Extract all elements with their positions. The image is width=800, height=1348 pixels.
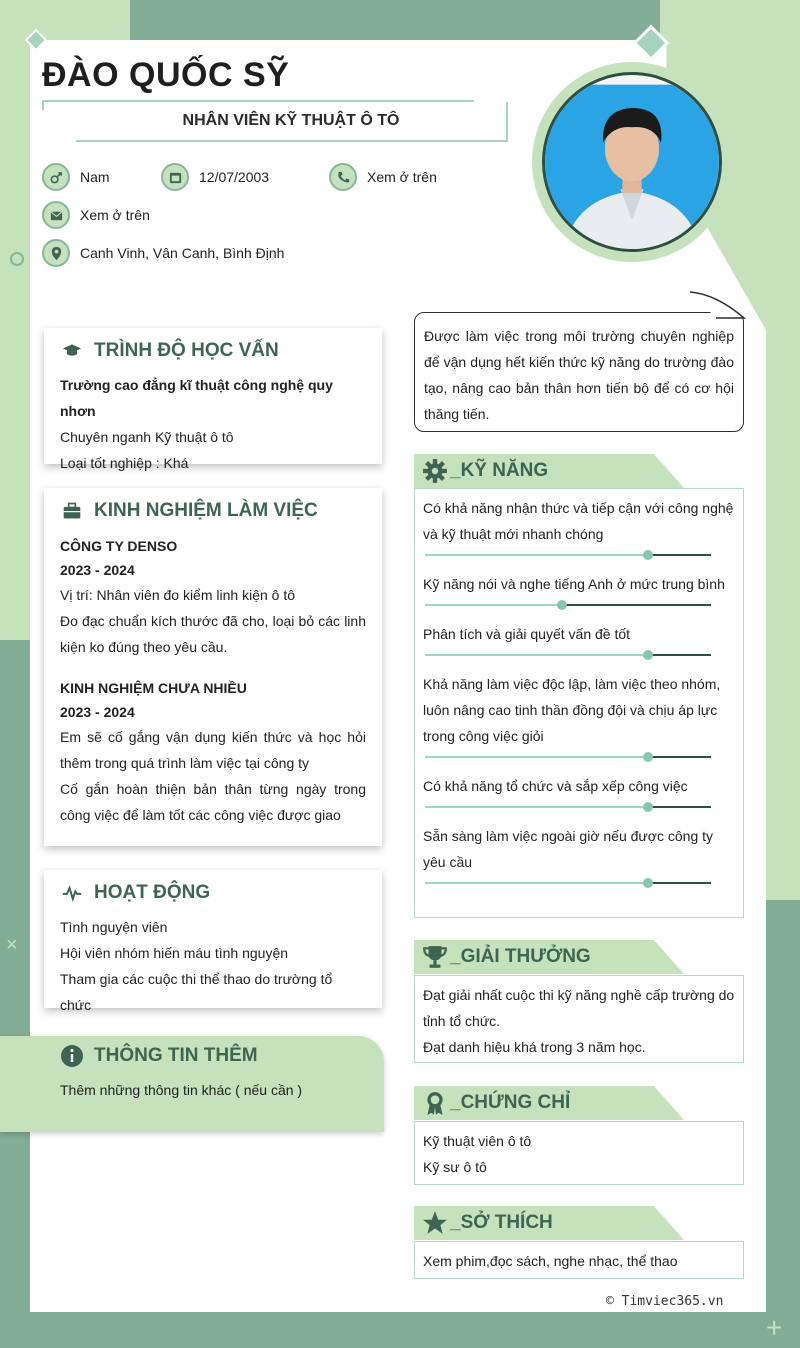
awards-heading-text: _GIẢI THƯỞNG — [450, 946, 591, 967]
speech-tail — [686, 290, 746, 320]
job-line: Vị trí: Nhân viên đo kiểm linh kiện ô tô — [60, 587, 296, 603]
hobbies-header — [414, 1206, 744, 1240]
candidate-name: ĐÀO QUỐC SỸ — [42, 56, 290, 94]
bg-shape-top-right — [660, 0, 800, 40]
skill-item — [423, 773, 735, 813]
grade: Loại tốt nghiệp : Khá — [60, 455, 189, 471]
bg-right-strip — [766, 40, 800, 900]
major: Chuyên nganh Kỹ thuật ô tô — [60, 429, 234, 445]
graduation-cap-icon — [60, 341, 84, 361]
skill-text: Khả năng làm việc độc lập, làm việc theo nhóm, luôn nâng cao tinh thần đồng đội và chịu áp lực trong công việc giỏi — [423, 676, 721, 744]
skill-level-bar — [425, 877, 711, 889]
skill-level-bar — [425, 599, 711, 611]
education-heading — [60, 340, 366, 362]
skill-text: Kỹ năng nói và nghe tiếng Anh ở mức trung bình — [423, 576, 725, 592]
skills-heading — [422, 458, 548, 484]
awards-heading — [422, 944, 591, 970]
skill-text: Có khả năng tổ chức và sắp xếp công việc — [423, 778, 688, 794]
objective-box — [414, 312, 744, 432]
education-section — [44, 328, 382, 471]
hobbies-box — [414, 1241, 744, 1279]
ring-decoration — [10, 252, 24, 266]
objective-text: Được làm việc trong môi trường chuyên nghiệp để vận dụng hết kiến thức kỹ năng do trường đào tạo, nâng cao bản thân hơn tiến bộ để có cơ hội thăng tiến. — [424, 328, 734, 422]
pulse-icon — [60, 883, 84, 903]
more-info-heading-text: THÔNG TIN THÊM — [94, 1045, 258, 1066]
calendar-icon — [161, 163, 189, 191]
skill-item — [423, 571, 735, 611]
activities-heading — [60, 882, 366, 904]
bg-left-strip — [0, 40, 30, 660]
briefcase-icon — [60, 501, 84, 521]
activities-heading-text: HOẠT ĐỘNG — [94, 882, 211, 903]
awards-header — [414, 940, 744, 974]
email-value: Xem ở trên — [80, 207, 150, 223]
avatar — [542, 72, 722, 252]
job-title: NHÂN VIÊN KỸ THUẬT Ô TÔ — [76, 102, 508, 142]
skill-item — [423, 621, 735, 661]
skill-level-bar — [425, 801, 711, 813]
job-line: Đo đạc chuẩn kích thước đã cho, loại bỏ các linh kiện ko đúng theo yêu cầu. — [60, 613, 366, 655]
activity-item: Hội viên nhóm hiến máu tình nguyện — [60, 945, 289, 961]
star-icon — [422, 1210, 448, 1236]
skill-item — [423, 823, 735, 889]
school-name: Trường cao đẳng kĩ thuật công nghệ quy nhơn — [60, 377, 333, 419]
more-info-heading — [60, 1044, 384, 1068]
trophy-icon — [422, 944, 448, 970]
certificates-box — [414, 1121, 744, 1185]
cross-decoration: × — [6, 934, 18, 956]
hobbies-text: Xem phim,đọc sách, nghe nhạc, thể thao — [423, 1253, 678, 1269]
footer-credit: © Timviec365.vn — [606, 1294, 724, 1309]
more-info-section — [0, 1036, 384, 1132]
job-period: 2023 - 2024 — [60, 562, 135, 578]
job-period: 2023 - 2024 — [60, 704, 135, 720]
experience-section — [44, 488, 382, 846]
skill-item — [423, 671, 735, 763]
hobbies-heading — [422, 1210, 553, 1236]
gender-icon — [42, 163, 70, 191]
gender-value: Nam — [80, 169, 110, 185]
skill-level-bar — [425, 549, 711, 561]
job-entry — [60, 676, 366, 828]
bg-shape-top — [130, 0, 690, 40]
education-heading-text: TRÌNH ĐỘ HỌC VẤN — [94, 340, 279, 361]
award-line: Đạt danh hiệu khá trong 3 năm học. — [423, 1039, 646, 1055]
skill-text: Phân tích và giải quyết vấn đề tốt — [423, 626, 631, 642]
bg-shape-top-left — [0, 0, 140, 40]
skill-level-bar — [425, 751, 711, 763]
skill-text: Sẵn sàng làm việc ngoài giờ nếu được công ty yêu cầu — [423, 828, 714, 870]
activity-item: Tham gia các cuộc thi thể thao do trường tổ chức — [60, 971, 333, 1013]
job-company: CÔNG TY DENSO — [60, 538, 178, 554]
award-medal-icon — [422, 1090, 448, 1116]
skill-item — [423, 495, 735, 561]
birthday-value: 12/07/2003 — [199, 169, 270, 185]
title-divider — [42, 100, 44, 110]
plus-decoration: + — [766, 1312, 783, 1343]
bg-shape-left-lower — [0, 640, 30, 1040]
job-entry — [60, 534, 366, 660]
experience-heading — [60, 500, 366, 522]
activities-section — [44, 870, 382, 1013]
skills-header — [414, 454, 744, 488]
phone-icon — [329, 163, 357, 191]
experience-heading-text: KINH NGHIỆM LÀM VIỆC — [94, 500, 318, 521]
awards-box — [414, 975, 744, 1063]
certificate-line: Kỹ sư ô tô — [423, 1159, 487, 1175]
job-company: KINH NGHIỆM CHƯA NHIỀU — [60, 680, 247, 696]
skill-level-bar — [425, 649, 711, 661]
location-icon — [42, 239, 70, 267]
address-value: Canh Vinh, Vân Canh, Bình Định — [80, 245, 285, 261]
certificates-heading-text: _CHỨNG CHỈ — [450, 1092, 571, 1113]
email-icon — [42, 201, 70, 229]
gear-icon — [422, 458, 448, 484]
info-icon — [60, 1044, 84, 1068]
more-info-text: Thêm những thông tin khác ( nếu cần ) — [60, 1082, 303, 1098]
job-line: Em sẽ cố gắng vận dụng kiến thức và học hỏi thêm trong quá trình làm việc tại công ty — [60, 729, 366, 771]
activity-item: Tình nguyện viên — [60, 919, 168, 935]
avatar-photo — [545, 75, 719, 249]
certificates-header — [414, 1086, 744, 1120]
certificates-heading — [422, 1090, 570, 1116]
phone-value: Xem ở trên — [367, 169, 437, 185]
award-line: Đạt giải nhất cuộc thi kỹ năng nghề cấp trường do tỉnh tổ chức. — [423, 987, 735, 1029]
certificate-line: Kỹ thuật viên ô tô — [423, 1133, 532, 1149]
skills-box — [414, 488, 744, 918]
skills-heading-text: _KỸ NĂNG — [450, 460, 549, 481]
skill-text: Có khả năng nhận thức và tiếp cận với công nghệ và kỹ thuật mới nhanh chóng — [423, 500, 734, 542]
job-line: Cố gắn hoàn thiện bản thân từng ngày trong công việc để làm tốt các công việc được giao — [60, 781, 366, 823]
hobbies-heading-text: _SỞ THÍCH — [450, 1212, 553, 1233]
